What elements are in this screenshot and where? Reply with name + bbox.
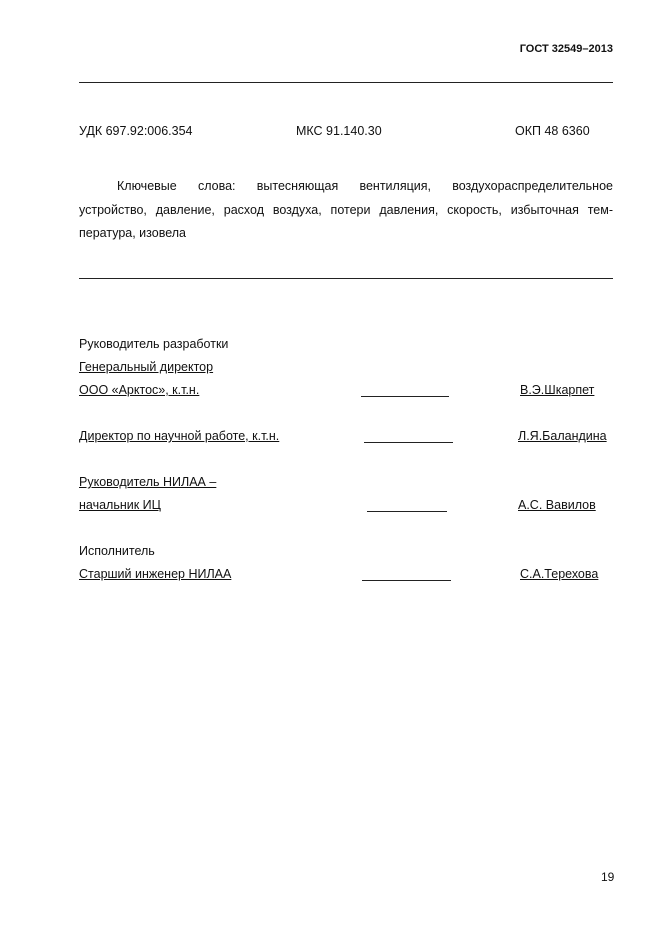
- nilaa-head-title-line1: Руководитель НИЛАА –: [79, 475, 217, 489]
- nilaa-head-name: А.С. Вавилов: [518, 498, 596, 512]
- nilaa-head-title-line2: начальник ИЦ: [79, 498, 161, 512]
- director-org: ООО «Арктос», к.т.н.: [79, 383, 200, 397]
- standard-designation: ГОСТ 32549–2013: [519, 43, 613, 55]
- udk-code: УДК 697.92:006.354: [79, 124, 193, 138]
- director-signature-line: [361, 396, 449, 397]
- science-signature-line: [364, 442, 453, 443]
- bottom-divider: [79, 278, 613, 279]
- director-name: В.Э.Шкарпет: [520, 383, 595, 397]
- lead-title: Руководитель разработки: [79, 337, 229, 351]
- director-title: Генеральный директор: [79, 360, 214, 374]
- engineer-title: Старший инженер НИЛАА: [79, 567, 232, 581]
- nilaa-signature-line: [367, 511, 447, 512]
- science-director-title: Директор по научной работе, к.т.н.: [79, 429, 280, 443]
- okp-code: ОКП 48 6360: [515, 124, 590, 138]
- mks-code: МКС 91.140.30: [296, 124, 382, 138]
- keywords-paragraph: Ключевые слова: вытесняющая вентиляция, воздухораспределительное устройство, давление, расход воздуха, потери давления, скорость, избыточная тем-пература, изовела: [79, 179, 613, 240]
- engineer-name: С.А.Терехова: [520, 567, 599, 581]
- science-director-name: Л.Я.Баландина: [518, 429, 607, 443]
- executor-title: Исполнитель: [79, 544, 155, 558]
- top-divider: [79, 82, 613, 83]
- engineer-signature-line: [362, 580, 451, 581]
- page-number: 19: [601, 870, 615, 884]
